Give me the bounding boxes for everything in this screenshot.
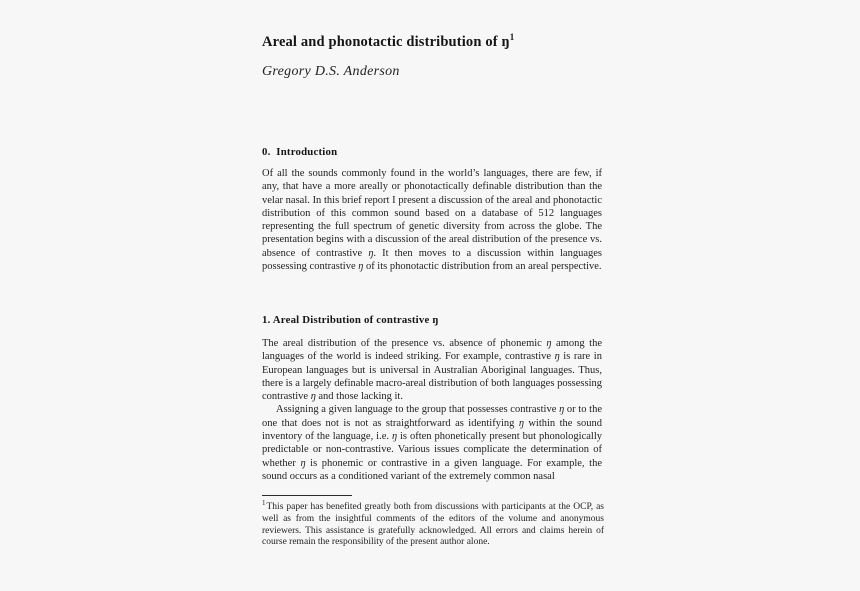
areal-distribution-body: [262, 337, 602, 483]
section-heading-introduction: 0. Introduction: [262, 146, 338, 158]
footnote-separator-rule: [262, 495, 352, 496]
section-heading-areal-distribution: 1. Areal Distribution of contrastive ŋ: [262, 314, 439, 326]
paper-title-text: Areal and phonotactic distribution of ŋ: [262, 34, 510, 50]
footnote-text: This paper has benefited greatly both from discussions with participants at the OCP, as well as from the insightful comments of the editors of the volume and anonymous reviewers. This assistance is gratefully acknowledged. All errors and claims herein of course remain the responsibility of the present author alone.: [262, 502, 604, 548]
footnote: [262, 498, 604, 549]
title-footnote-marker: 1: [509, 32, 515, 43]
paragraph-areal-distribution-1: The areal distribution of the presence vs. absence of phonemic ŋ among the languages of the world is indeed striking. For example, contrastive ŋ is rare in European languages but is universal in Australian Aboriginal languages. Thus, there is a largely definable macro-areal distribution of both languages possessing contrastive ŋ and those lacking it.: [262, 338, 602, 403]
author-name: Gregory D.S. Anderson: [262, 64, 400, 79]
introduction-body: [262, 167, 602, 273]
paper-title: [262, 33, 514, 52]
paragraph-areal-distribution-2: Assigning a given language to the group that possesses contrastive ŋ or to the one that does not is not as straightforward as identifying ŋ within the sound inventory of the language, i.e. ŋ is often phonetically present but phonologically predictable or non-contrastive. Various issues complicate the determination of whether ŋ is phonemic or contrastive in a given language. For example, the sound occurs as a conditioned variant of the extremely common nasal: [262, 404, 602, 482]
paragraph-introduction: Of all the sounds commonly found in the world’s languages, there are few, if any, that have a more areally or phonotactically definable distribution than the velar nasal. In this brief report I present a discussion of the areal and phonotactic distribution of this common sound based on a database of 512 languages representing the full spectrum of genetic diversity from across the globe. The presentation begins with a discussion of the areal distribution of the presence vs. absence of contrastive ŋ. It then moves to a discussion within languages possessing contrastive ŋ of its phonotactic distribution from an areal perspective.: [262, 168, 602, 273]
footnote-marker: 1: [262, 498, 266, 507]
